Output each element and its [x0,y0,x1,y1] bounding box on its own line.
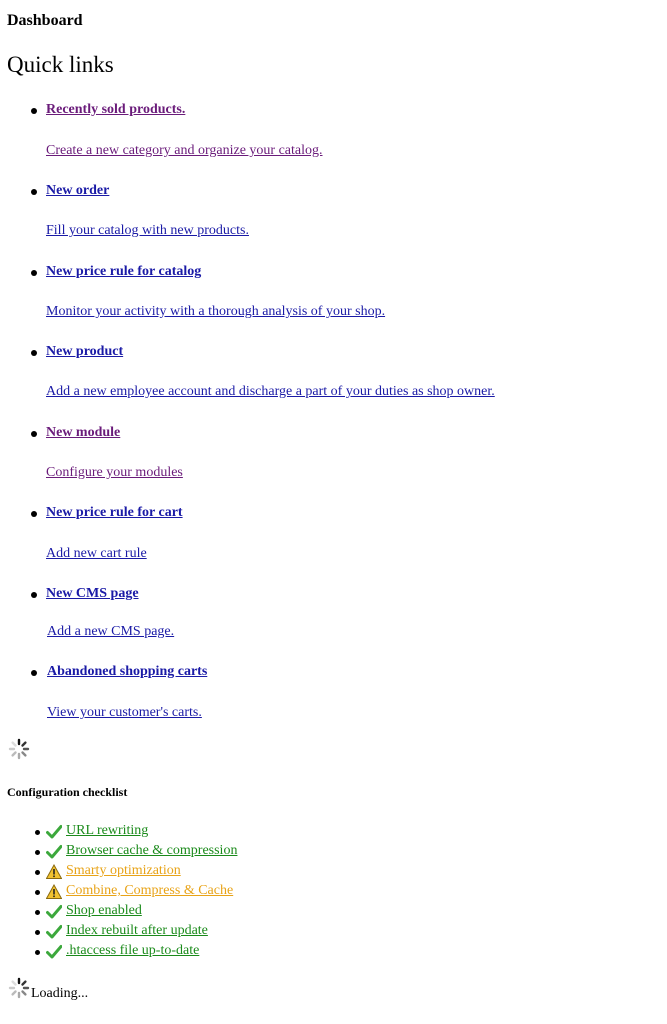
bullet-icon [31,350,37,356]
bullet-icon [35,830,40,835]
checklist-item [0,843,400,863]
bullet-icon [31,670,37,676]
quick-link-price-rule-catalog[interactable]: New price rule for catalog [46,264,202,279]
quick-link-desc[interactable]: Fill your catalog with new products. [46,223,249,238]
quick-link-desc[interactable]: View your customer's carts. [47,705,202,720]
bullet-icon [35,910,40,915]
quick-link-price-rule-cart[interactable]: New price rule for cart [46,505,183,520]
bullet-icon [31,431,37,437]
bullet-icon [31,189,37,195]
checklist-item [0,883,400,903]
loading-text: Loading... [31,986,89,1001]
checklist-item [0,903,400,923]
warning-icon [46,864,62,880]
checklist-title: Configuration checklist [7,785,128,799]
checklist-link-ccc[interactable]: Combine, Compress & Cache [66,883,234,898]
quick-link-desc[interactable]: Add a new employee account and discharge a part of your duties as shop owner. [46,384,495,399]
checklist-item [0,923,400,943]
quick-link-desc[interactable]: Configure your modules [46,465,183,480]
quick-links-title: Quick links [7,52,114,77]
checklist-item [0,823,400,843]
bullet-icon [35,850,40,855]
bullet-icon [35,870,40,875]
check-icon [46,904,62,920]
checklist-item [0,943,400,963]
quick-link-new-module[interactable]: New module [46,425,121,440]
bullet-icon [31,108,37,114]
bullet-icon [31,511,37,517]
quick-link-desc[interactable]: Add a new CMS page. [47,624,175,639]
bullet-icon [35,890,40,895]
warning-icon [46,884,62,900]
quick-link-new-order[interactable]: New order [46,183,110,198]
check-icon [46,824,62,840]
quick-link-new-product[interactable]: New product [46,344,124,359]
check-icon [46,844,62,860]
checklist-link-smarty[interactable]: Smarty optimization [66,863,181,878]
checklist-link-url-rewriting[interactable]: URL rewriting [66,823,149,838]
checklist-link-shop-enabled[interactable]: Shop enabled [66,903,142,918]
page-title: Dashboard [7,12,83,29]
checklist-link-browser-cache[interactable]: Browser cache & compression [66,843,238,858]
check-icon [46,924,62,940]
check-icon [46,944,62,960]
bullet-icon [31,270,37,276]
quick-link-desc[interactable]: Monitor your activity with a thorough analysis of your shop. [46,304,386,319]
bullet-icon [35,930,40,935]
quick-link-desc[interactable]: Create a new category and organize your catalog. [46,143,323,158]
checklist-item [0,863,400,883]
quick-link-recently-sold[interactable]: Recently sold products. [46,102,186,117]
quick-link-abandoned-carts[interactable]: Abandoned shopping carts [47,664,208,679]
quick-link-new-cms-page[interactable]: New CMS page [46,586,139,601]
checklist-link-htaccess[interactable]: .htaccess file up-to-date [66,943,200,958]
bullet-icon [31,592,37,598]
loading-spinner-icon [8,977,30,999]
loading-spinner-icon [8,738,30,760]
bullet-icon [35,950,40,955]
quick-link-desc[interactable]: Add new cart rule [46,546,147,561]
checklist-link-index-rebuilt[interactable]: Index rebuilt after update [66,923,208,938]
